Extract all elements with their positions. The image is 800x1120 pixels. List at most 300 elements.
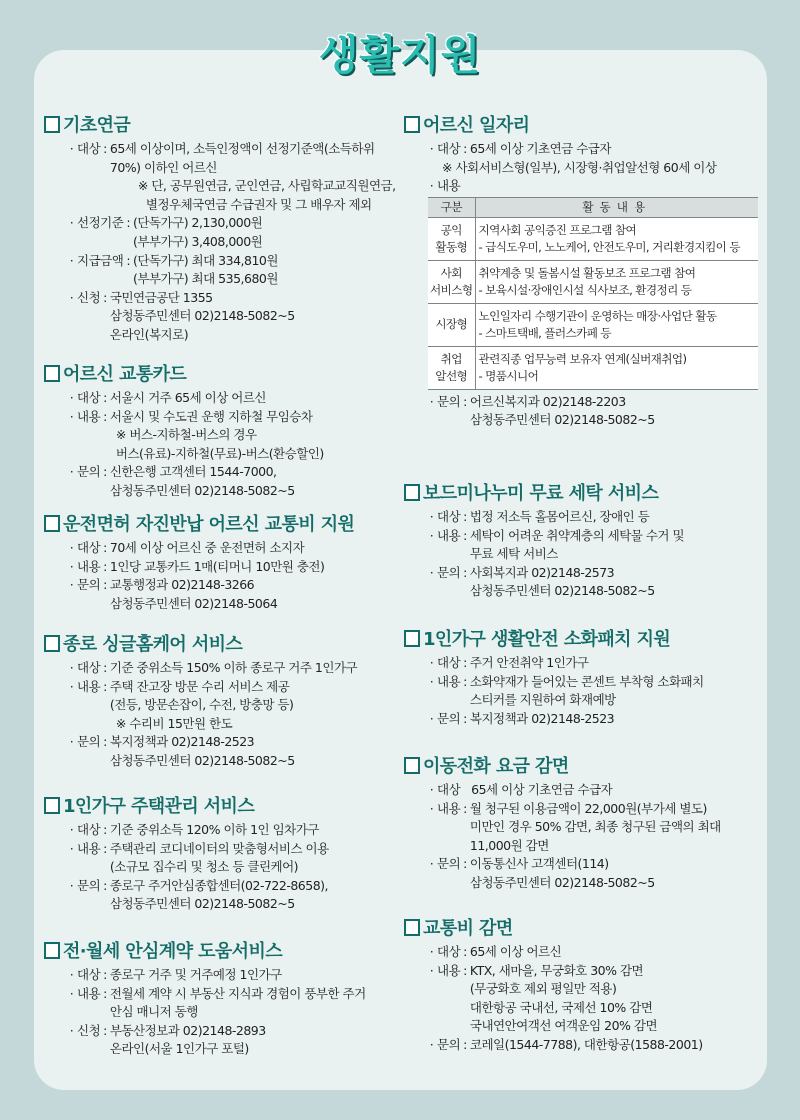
- item-values: [470, 654, 589, 673]
- item-separator: :: [126, 215, 131, 231]
- info-item: [66, 140, 400, 214]
- section-title-text: 교통비 감면: [423, 918, 513, 939]
- item-label: 문의: [437, 393, 461, 409]
- item-label: 대상: [437, 944, 461, 959]
- item-values: [110, 539, 304, 558]
- item-line: 서울시 및 수도권 운행 지하철 무임승차: [109, 408, 313, 424]
- bullet: ·: [429, 782, 434, 797]
- info-item: [66, 821, 400, 840]
- info-item: [426, 781, 770, 800]
- item-separator: :: [463, 141, 467, 156]
- item-line: (부부가구) 최대 535,680원: [133, 271, 278, 287]
- item-line: 65세 이상이며, 소득인정액이 선정기준액(소득하위: [109, 141, 375, 156]
- item-values: [133, 214, 262, 251]
- item-values: [110, 985, 366, 1022]
- info-item: [426, 710, 770, 729]
- section: [404, 915, 770, 1055]
- item-values: [110, 877, 328, 914]
- item-values: [110, 140, 396, 214]
- info-item: [426, 855, 770, 892]
- item-label: 대상: [437, 782, 461, 797]
- item-separator: :: [463, 710, 467, 726]
- item-line: 세탁이 어려운 취약계층의 세탁물 수거 및: [469, 527, 685, 543]
- item-line: 삼청동주민센터 02)2148-5082~5: [469, 412, 655, 428]
- checkbox-icon: [404, 116, 420, 133]
- item-line: 신한은행 고객센터 1544-7000,: [109, 464, 277, 480]
- item-line: 주택관리 코디네이터의 맞춤형서비스 이용: [109, 840, 329, 856]
- item-separator: :: [463, 655, 467, 670]
- bullet: ·: [429, 962, 434, 978]
- section-title-text: 1인가구 생활안전 소화패치 지원: [423, 629, 671, 650]
- item-values: [470, 800, 721, 856]
- section: [44, 511, 400, 613]
- bullet: ·: [69, 967, 74, 982]
- item-line: ※ 단, 공무원연금, 군인연금, 사립학교교직원연금,: [137, 178, 396, 194]
- item-list: [404, 781, 770, 893]
- item-values: [110, 840, 329, 877]
- item-line: (단독가구) 최대 334,810원: [133, 252, 278, 268]
- info-item: [66, 877, 400, 914]
- item-line: 11,000원 감면: [469, 837, 549, 853]
- item-line: KTX, 새마을, 무궁화호 30% 감면: [469, 962, 644, 978]
- section-title: [44, 938, 400, 962]
- item-label: 대상: [77, 141, 101, 156]
- section: [404, 480, 770, 601]
- item-list: [404, 943, 770, 1055]
- item-line: 별정우체국연금 수급권자 및 그 배우자 제외: [145, 196, 372, 212]
- bullet: ·: [69, 1022, 74, 1038]
- item-line: 부동산정보과 02)2148-2893: [109, 1022, 266, 1038]
- checkbox-icon: [404, 630, 420, 647]
- item-line: 70세 이상 어르신 중 운전면허 소지자: [109, 540, 305, 555]
- section-title: [404, 626, 770, 650]
- table-row: [428, 260, 758, 303]
- bullet: ·: [69, 577, 74, 593]
- item-line: 월 청구된 이용금액이 22,000원(부가세 별도): [469, 800, 707, 816]
- table-cell-activity: [475, 303, 758, 346]
- section: [44, 112, 400, 345]
- item-line: 대한항공 국내선, 국제선 10% 감면: [469, 999, 653, 1015]
- checkbox-icon: [44, 116, 60, 133]
- info-item: [66, 408, 400, 464]
- item-values: [110, 733, 295, 770]
- info-item: [426, 508, 770, 527]
- bullet: ·: [69, 660, 74, 675]
- item-separator: :: [103, 840, 107, 856]
- section-title: [44, 793, 400, 817]
- info-item: [66, 463, 400, 500]
- item-label: 내용: [437, 800, 461, 816]
- item-values: [110, 678, 294, 734]
- item-separator: :: [103, 660, 107, 675]
- cell-line: - 스마트택배, 플러스카페 등: [478, 325, 612, 340]
- info-item: [426, 1036, 770, 1055]
- bullet: ·: [69, 840, 74, 856]
- item-label: 내용: [77, 840, 101, 856]
- info-item: [426, 393, 770, 430]
- item-line: 서울시 거주 65세 이상 어르신: [109, 390, 266, 405]
- item-values: [110, 463, 295, 500]
- section: [404, 112, 770, 430]
- section-title-text: 전·월세 안심계약 도움서비스: [63, 941, 283, 962]
- item-list: [404, 654, 770, 728]
- item-values: [110, 389, 266, 408]
- item-label: 내용: [437, 527, 461, 543]
- item-line: 국민연금공단 1355: [109, 289, 213, 305]
- bullet: ·: [429, 393, 434, 409]
- bullet: ·: [69, 215, 74, 231]
- item-separator: :: [103, 540, 107, 555]
- section: [44, 631, 400, 771]
- item-values: [470, 1036, 703, 1055]
- item-separator: :: [103, 985, 107, 1001]
- item-line: 종로구 주거안심종합센터(02-722-8658),: [109, 877, 328, 893]
- bullet: ·: [69, 734, 74, 750]
- item-label: 문의: [77, 577, 101, 593]
- item-line: 기준 중위소득 150% 이하 종로구 거주 1인가구: [109, 660, 358, 675]
- section-title: [44, 112, 400, 136]
- item-label: 대상: [77, 822, 101, 837]
- info-item: [66, 289, 400, 345]
- section: [404, 753, 770, 893]
- checkbox-icon: [404, 484, 420, 501]
- item-separator: :: [463, 800, 467, 816]
- section-title-text: 종로 싱글홈케어 서비스: [63, 634, 243, 655]
- item-separator: :: [463, 393, 467, 409]
- item-line: 무료 세탁 서비스: [469, 546, 558, 562]
- item-label: 문의: [437, 564, 461, 580]
- bullet: ·: [69, 877, 74, 893]
- item-label: 대상: [77, 390, 101, 405]
- cell-line: 노인일자리 수행기관이 운영하는 매장·사업단 활동: [478, 308, 717, 323]
- section: [44, 793, 400, 914]
- item-separator: [460, 781, 471, 800]
- item-label: 지급금액: [77, 252, 124, 268]
- item-list: [44, 389, 400, 501]
- bullet: ·: [429, 527, 434, 543]
- bullet: ·: [69, 141, 74, 156]
- section: [404, 626, 770, 728]
- item-line: 사회복지과 02)2148-2573: [469, 564, 615, 580]
- bullet: ·: [429, 564, 434, 580]
- item-separator: :: [103, 289, 107, 305]
- cell-line: 알선형: [435, 368, 468, 383]
- item-line: 이동통신사 고객센터(114): [469, 856, 609, 872]
- item-line: 복지정책과 02)2148-2523: [469, 710, 615, 726]
- item-label: 신청: [77, 289, 101, 305]
- item-line: 삼청동주민센터 02)2148-5082~5: [109, 308, 295, 324]
- item-separator: :: [103, 558, 107, 574]
- item-values: [470, 140, 611, 159]
- item-label: 내용: [77, 558, 101, 574]
- item-line: 주택 잔고장 방문 수리 서비스 제공: [109, 678, 290, 694]
- section-title: [404, 112, 770, 136]
- item-separator: :: [103, 877, 107, 893]
- item-line: 기준 중위소득 120% 이하 1인 임차가구: [109, 822, 319, 837]
- item-label: 내용: [77, 678, 101, 694]
- table-header-row: [428, 197, 758, 217]
- item-separator: :: [103, 577, 107, 593]
- table-header-category: 구분: [428, 197, 475, 217]
- cell-line: 공익: [440, 222, 462, 237]
- item-values: [470, 508, 649, 527]
- item-list: [404, 393, 770, 430]
- item-separator: :: [463, 856, 467, 872]
- item-line: 안심 매니저 동행: [109, 1004, 198, 1020]
- info-item: [66, 659, 400, 678]
- item-line: 종로구 거주 및 거주예정 1인가구: [109, 967, 282, 982]
- cell-line: - 명품시니어: [478, 368, 539, 383]
- table-cell-category: [428, 346, 475, 389]
- section-title: [44, 631, 400, 655]
- cell-line: 관련직종 업무능력 보유자 연계(실버재취업): [478, 351, 687, 366]
- item-separator: :: [103, 390, 107, 405]
- item-values: [470, 710, 614, 729]
- bullet: ·: [69, 558, 74, 574]
- info-item: [426, 654, 770, 673]
- item-label: 내용: [437, 962, 461, 978]
- bullet: ·: [69, 822, 74, 837]
- info-item: [426, 943, 770, 962]
- section-title-text: 보드미나누미 무료 세탁 서비스: [423, 483, 659, 504]
- item-separator: :: [103, 464, 107, 480]
- item-list: [404, 140, 770, 159]
- item-values: [470, 393, 655, 430]
- bullet: ·: [69, 540, 74, 555]
- item-label: 문의: [77, 734, 101, 750]
- item-separator: :: [103, 141, 107, 156]
- bullet: ·: [69, 408, 74, 424]
- table-cell-category: [428, 260, 475, 303]
- item-line: 삼청동주민센터 02)2148-5082~5: [109, 896, 295, 912]
- item-line: 65세 이상 기초연금 수급자: [471, 782, 613, 797]
- info-item: [66, 389, 400, 408]
- item-line: 삼청동주민센터 02)2148-5082~5: [109, 752, 295, 768]
- info-item: [66, 214, 400, 251]
- item-line: ※ 버스-지하철-버스의 경우: [115, 427, 257, 443]
- info-item: [66, 840, 400, 877]
- item-line: 삼청동주민센터 02)2148-5082~5: [469, 583, 655, 599]
- info-item: [426, 564, 770, 601]
- info-item: [66, 252, 400, 289]
- item-label: 선정기준: [77, 215, 124, 231]
- table-row: [428, 217, 758, 260]
- item-line: 삼청동주민센터 02)2148-5082~5: [109, 482, 295, 498]
- checkbox-icon: [44, 365, 60, 382]
- section-title: [404, 915, 770, 939]
- cell-line: - 보육시설·장애인시설 식사보조, 환경정리 등: [478, 282, 692, 297]
- item-label: 내용: [437, 673, 461, 689]
- item-values: [133, 252, 278, 289]
- item-label: 문의: [77, 877, 101, 893]
- item-line: 1인당 교통카드 1매(티머니 10만원 충전): [109, 558, 325, 574]
- item-values: [110, 821, 319, 840]
- checkbox-icon: [404, 919, 420, 936]
- item-values: [470, 855, 655, 892]
- section-title: [404, 480, 770, 504]
- item-separator: :: [463, 527, 467, 543]
- item-values: [470, 943, 561, 962]
- item-label: 대상: [437, 509, 461, 524]
- item-values: [110, 659, 357, 678]
- info-item: [66, 733, 400, 770]
- info-item: [66, 576, 400, 613]
- item-line: 버스(유료)-지하철(무료)-버스(환승할인): [115, 445, 324, 461]
- info-item: [426, 673, 770, 710]
- table-cell-activity: [475, 217, 758, 260]
- item-list: [44, 140, 400, 345]
- bullet: ·: [429, 944, 434, 959]
- item-separator: :: [103, 678, 107, 694]
- cell-line: 취약계층 및 돌봄시설 활동보조 프로그램 참여: [478, 265, 696, 280]
- bullet: ·: [69, 985, 74, 1001]
- checkbox-icon: [404, 757, 420, 774]
- item-separator: :: [103, 1022, 107, 1038]
- item-line: 65세 이상 어르신: [469, 944, 562, 959]
- item-line: 온라인(서울 1인가구 포털): [109, 1041, 249, 1057]
- item-line: 스티커를 지원하여 화재예방: [469, 692, 616, 708]
- table-row: [428, 303, 758, 346]
- item-values: [470, 527, 684, 564]
- page-title: 생활지원: [318, 31, 482, 79]
- item-separator: :: [463, 944, 467, 959]
- item-line: (무궁화호 제외 평일만 적용): [469, 981, 617, 997]
- item-values: [470, 564, 655, 601]
- item-label: 내용: [77, 408, 101, 424]
- bullet: ·: [429, 856, 434, 872]
- section: [44, 938, 400, 1059]
- info-item: [66, 1022, 400, 1059]
- item-separator: :: [103, 408, 107, 424]
- item-values: [471, 781, 612, 800]
- eligibility-note: ※ 사회서비스형(일부), 시장형·취업알선형 60세 이상: [442, 159, 717, 175]
- item-line: 소화약재가 들어있는 콘센트 부착형 소화패치: [469, 673, 704, 689]
- item-line: (부부가구) 3,408,000원: [133, 233, 263, 249]
- item-values: [470, 673, 704, 710]
- info-item: [426, 800, 770, 856]
- item-line: ※ 수리비 15만원 한도: [115, 715, 233, 731]
- bullet: ·: [429, 509, 434, 524]
- cell-line: 시장형: [435, 317, 468, 332]
- info-item: [66, 558, 400, 577]
- item-label: 문의: [437, 1036, 461, 1052]
- bullet: ·: [429, 178, 434, 194]
- checkbox-icon: [44, 635, 60, 652]
- info-item: [66, 678, 400, 734]
- item-line: 65세 이상 기초연금 수급자: [469, 141, 611, 156]
- bullet: ·: [69, 464, 74, 480]
- section-title: [44, 511, 400, 535]
- info-item: [66, 539, 400, 558]
- section-title-text: 어르신 교통카드: [63, 364, 187, 385]
- table-row: [428, 346, 758, 389]
- item-line: 국내연안여객선 여객운임 20% 감면: [469, 1018, 658, 1034]
- info-item: [66, 966, 400, 985]
- item-label: 문의: [437, 710, 461, 726]
- item-values: [470, 962, 657, 1036]
- checkbox-icon: [44, 797, 60, 814]
- section-title: [404, 753, 770, 777]
- item-values: [110, 1022, 266, 1059]
- bullet: ·: [69, 289, 74, 305]
- section-title-text: 운전면허 자진반납 어르신 교통비 지원: [63, 514, 355, 535]
- item-separator: :: [103, 822, 107, 837]
- item-line: 복지정책과 02)2148-2523: [109, 734, 255, 750]
- cell-line: - 급식도우미, 노노케어, 안전도우미, 거리환경지킴이 등: [478, 239, 740, 254]
- item-separator: :: [463, 673, 467, 689]
- item-values: [110, 558, 325, 577]
- item-separator: :: [463, 564, 467, 580]
- item-label: 내용: [77, 985, 101, 1001]
- item-line: 삼청동주민센터 02)2148-5064: [109, 595, 278, 611]
- item-label: 대상: [77, 660, 101, 675]
- item-label: 문의: [77, 464, 101, 480]
- bullet: ·: [429, 655, 434, 670]
- section: [44, 361, 400, 501]
- item-list: [44, 821, 400, 914]
- bullet: ·: [429, 141, 434, 156]
- item-separator: :: [463, 509, 467, 524]
- bullet: ·: [429, 710, 434, 726]
- section-title-text: 1인가구 주택관리 서비스: [63, 796, 255, 817]
- item-label: 대상: [437, 655, 461, 670]
- item-line: 삼청동주민센터 02)2148-5082~5: [469, 874, 655, 890]
- item-line: 미만인 경우 50% 감면, 최종 청구된 금액의 최대: [469, 819, 721, 835]
- item-label: 문의: [437, 856, 461, 872]
- item-list: [44, 539, 400, 613]
- item-values: [110, 966, 282, 985]
- info-item: [426, 140, 770, 159]
- checkbox-icon: [44, 515, 60, 532]
- cell-line: 취업: [440, 351, 462, 366]
- item-separator: :: [126, 252, 131, 268]
- item-line: 온라인(복지로): [109, 326, 189, 342]
- info-item: [426, 527, 770, 564]
- item-label: 신청: [77, 1022, 101, 1038]
- cell-line: 활동형: [435, 239, 468, 254]
- item-line: 전월세 계약 시 부동산 지식과 경험이 풍부한 주거: [109, 985, 366, 1001]
- section-title: [44, 361, 400, 385]
- item-values: [110, 289, 295, 345]
- item-line: 코레일(1544-7788), 대한항공(1588-2001): [469, 1036, 703, 1052]
- cell-line: 사회: [440, 265, 462, 280]
- table-cell-activity: [475, 346, 758, 389]
- item-label: 대상: [437, 141, 461, 156]
- activity-table: [428, 197, 758, 390]
- item-line: 70%) 이하인 어르신: [109, 159, 217, 175]
- item-label: 대상: [77, 540, 101, 555]
- item-line: 법정 저소득 홀몸어르신, 장애인 등: [469, 509, 650, 524]
- info-item: [426, 962, 770, 1036]
- bullet: ·: [69, 678, 74, 694]
- bullet: ·: [69, 252, 74, 268]
- cell-line: 지역사회 공익증진 프로그램 참여: [478, 222, 637, 237]
- item-separator: :: [103, 734, 107, 750]
- item-line: (단독가구) 2,130,000원: [133, 215, 263, 231]
- item-separator: :: [463, 1036, 467, 1052]
- item-separator: :: [103, 967, 107, 982]
- item-label: 대상: [77, 967, 101, 982]
- item-separator: :: [463, 962, 467, 978]
- bullet: ·: [429, 1036, 434, 1052]
- section-title-text: 어르신 일자리: [423, 115, 530, 136]
- bullet: ·: [429, 673, 434, 689]
- item-line: 주거 안전취약 1인가구: [469, 655, 589, 670]
- item-label: 내용: [437, 178, 461, 194]
- item-values: [110, 576, 277, 613]
- item-line: 어르신복지과 02)2148-2203: [469, 393, 626, 409]
- item-line: 교통행정과 02)2148-3266: [109, 577, 255, 593]
